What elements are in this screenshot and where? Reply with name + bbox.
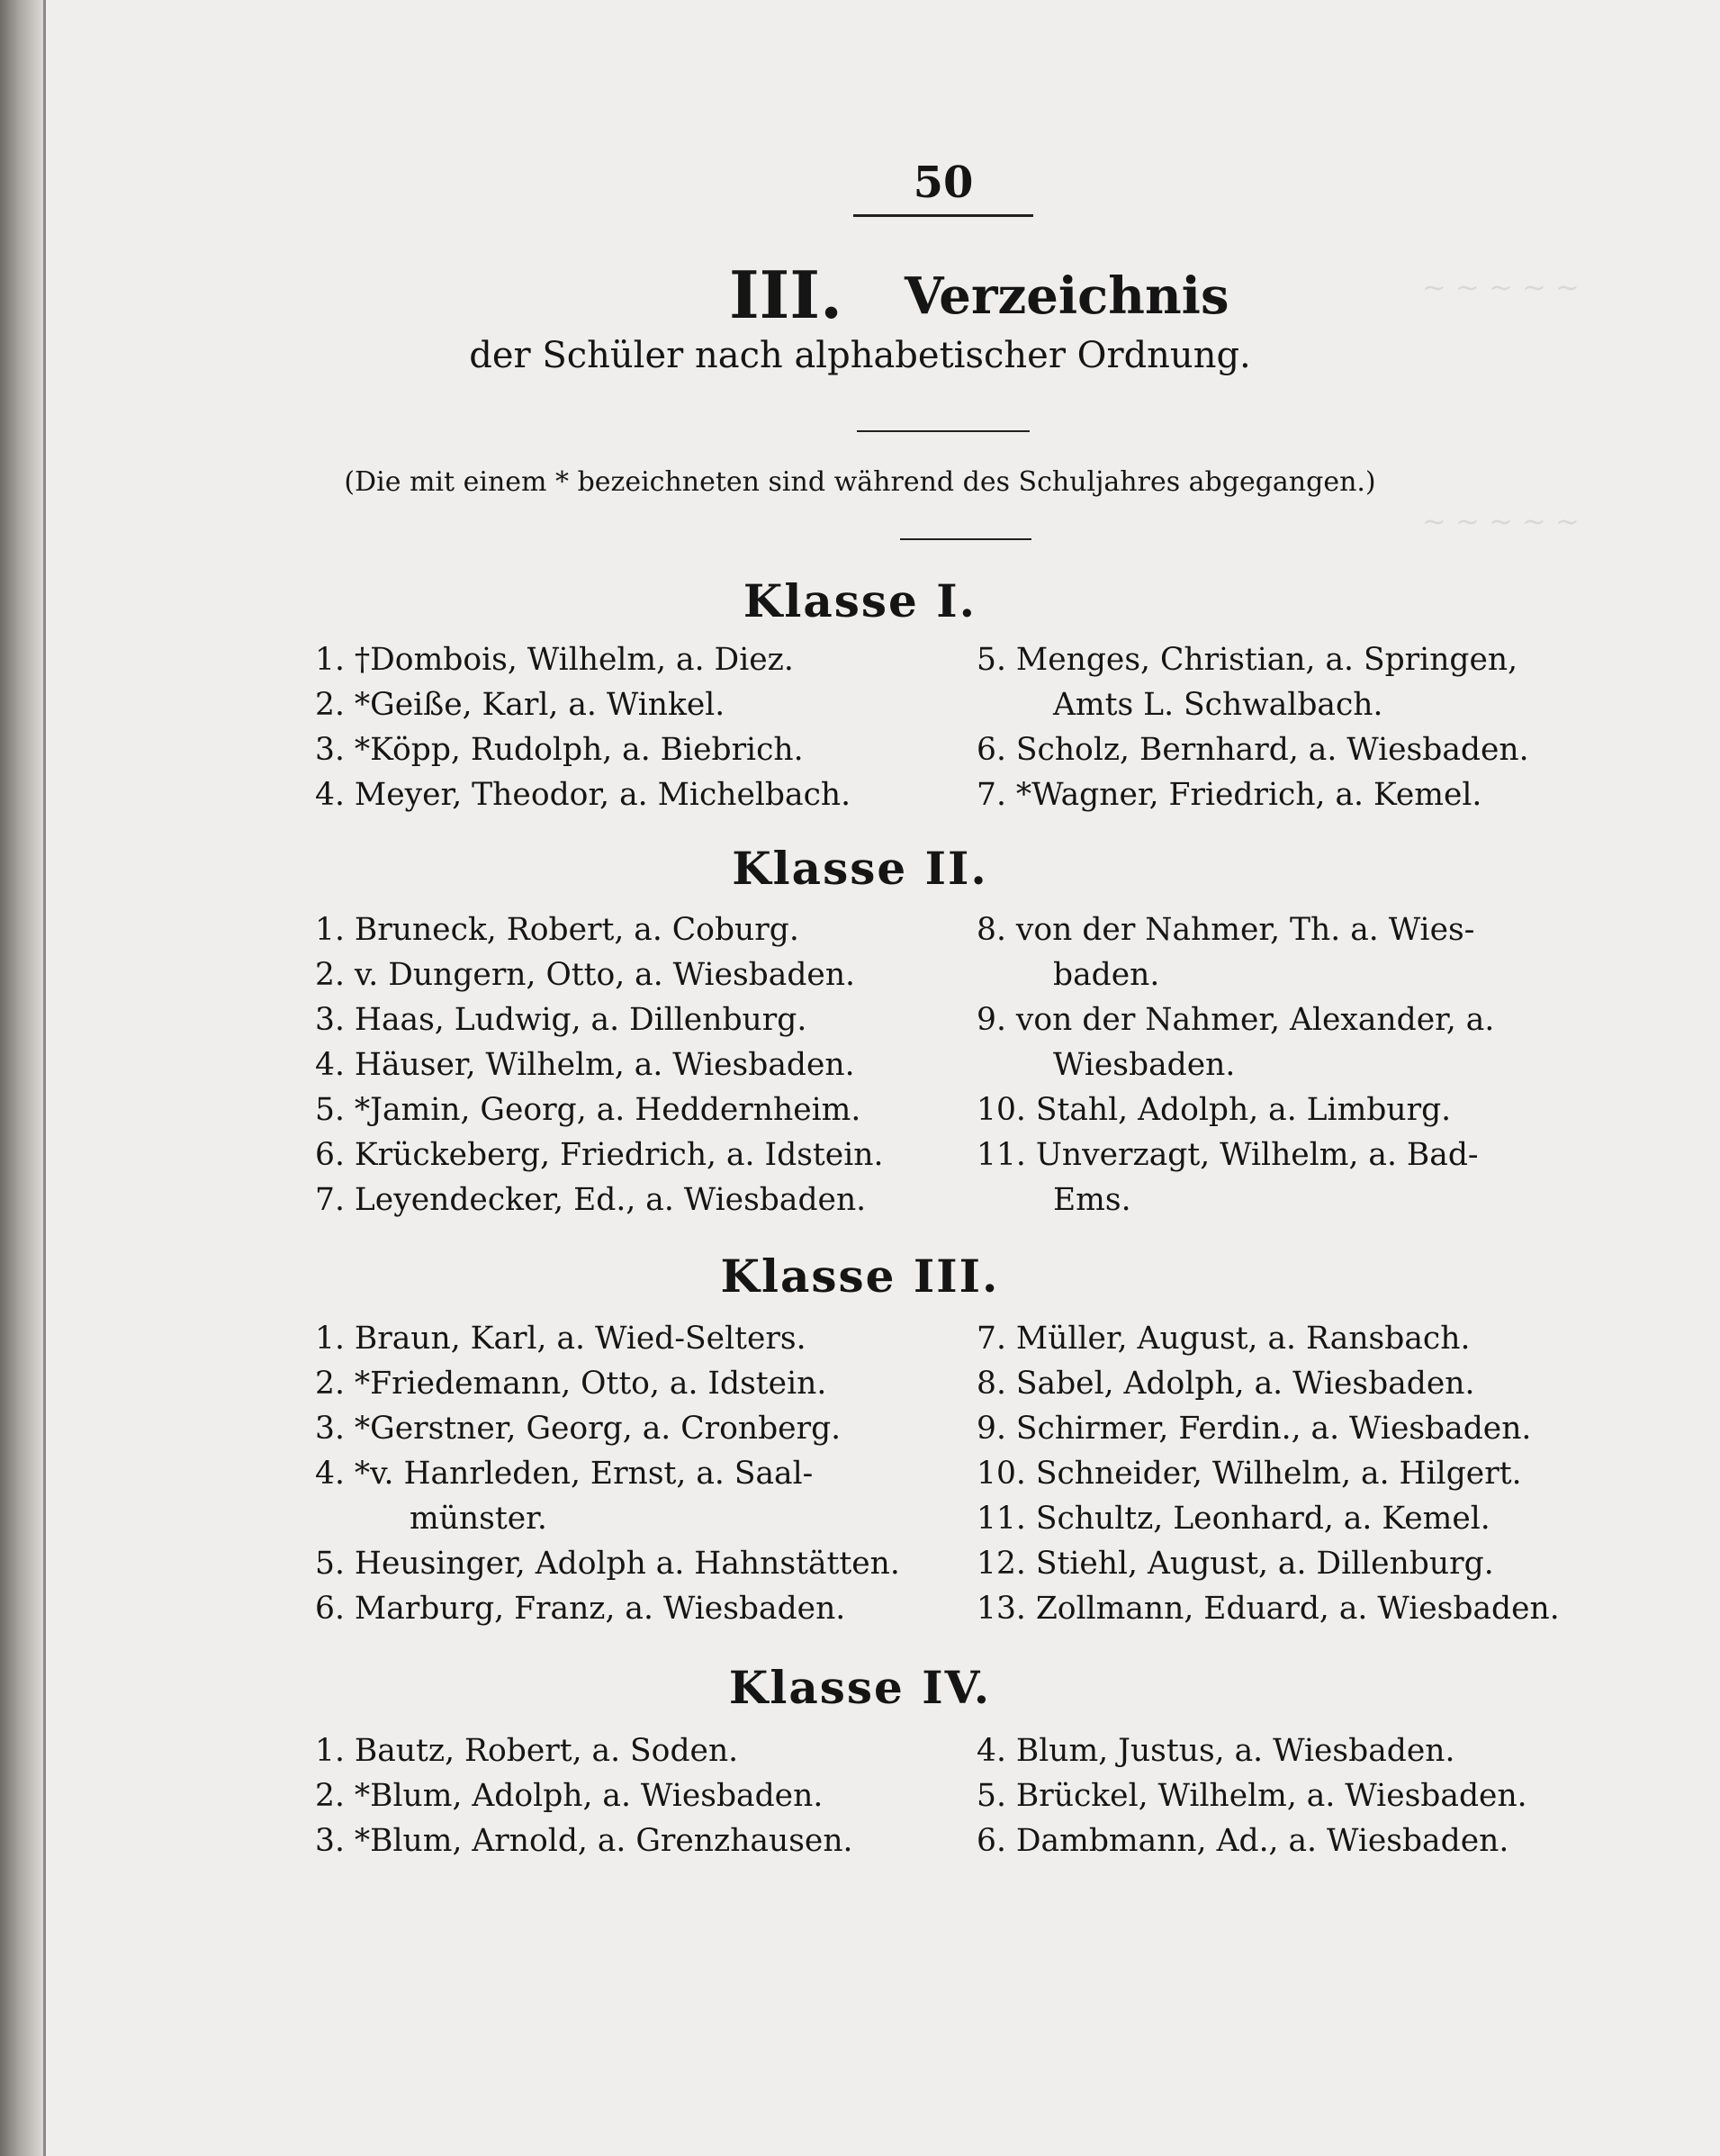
student-entry: 8. Sabel, Adolph, a. Wiesbaden.: [977, 1366, 1475, 1402]
student-entry: 10. Schneider, Wilhelm, a. Hilgert.: [977, 1456, 1522, 1492]
student-entry: 2. *Friedemann, Otto, a. Idstein.: [315, 1366, 827, 1402]
page-number-rule: [853, 214, 1033, 217]
bleed-through-text: ~ ~ ~ ~ ~: [1422, 504, 1580, 538]
student-entry-continuation: Wiesbaden.: [1053, 1047, 1236, 1083]
student-entry: 2. *Geiße, Karl, a. Winkel.: [315, 687, 725, 723]
student-entry-continuation: münster.: [410, 1501, 547, 1537]
withdrawal-note: (Die mit einem * bezeichneten sind während des Schuljahres abgegangen.): [344, 466, 1376, 498]
student-entry: 1. Bruneck, Robert, a. Coburg.: [315, 912, 799, 948]
student-entry: 6. Krückeberg, Friedrich, a. Idstein.: [315, 1137, 884, 1173]
student-entry: 3. *Blum, Arnold, a. Grenzhausen.: [315, 1823, 853, 1859]
class-heading: Klasse I.: [743, 574, 977, 627]
student-entry: 13. Zollmann, Eduard, a. Wiesbaden.: [977, 1591, 1560, 1627]
bleed-through-text: ~ ~ ~ ~ ~: [1422, 270, 1580, 304]
page-number: 50: [913, 158, 974, 208]
student-entry: 1. †Dombois, Wilhelm, a. Diez.: [315, 642, 794, 678]
student-entry: 6. Scholz, Bernhard, a. Wiesbaden.: [977, 732, 1529, 768]
student-entry: 7. Müller, August, a. Ransbach.: [977, 1321, 1471, 1357]
student-entry: 2. v. Dungern, Otto, a. Wiesbaden.: [315, 957, 856, 993]
student-entry: 4. Blum, Justus, a. Wiesbaden.: [977, 1733, 1455, 1769]
student-entry: 3. *Köpp, Rudolph, a. Biebrich.: [315, 732, 804, 768]
student-entry: 4. Meyer, Theodor, a. Michelbach.: [315, 777, 851, 813]
student-entry: 3. *Gerstner, Georg, a. Cronberg.: [315, 1411, 842, 1447]
student-entry: 7. *Wagner, Friedrich, a. Kemel.: [977, 777, 1482, 813]
student-entry: 12. Stiehl, August, a. Dillenburg.: [977, 1546, 1494, 1582]
section-number: III.: [729, 257, 843, 333]
student-entry-continuation: Ems.: [1053, 1182, 1131, 1218]
student-entry: 11. Unverzagt, Wilhelm, a. Bad-: [977, 1137, 1479, 1173]
student-entry: 4. Häuser, Wilhelm, a. Wiesbaden.: [315, 1047, 855, 1083]
student-entry: 7. Leyendecker, Ed., a. Wiesbaden.: [315, 1182, 867, 1218]
book-gutter: [0, 0, 43, 2156]
heading-rule: [857, 430, 1030, 432]
student-entry: 11. Schultz, Leonhard, a. Kemel.: [977, 1501, 1490, 1537]
student-entry: 8. von der Nahmer, Th. a. Wies-: [977, 912, 1475, 948]
student-entry: 1. Bautz, Robert, a. Soden.: [315, 1733, 739, 1769]
student-entry: 5. Brückel, Wilhelm, a. Wiesbaden.: [977, 1778, 1527, 1814]
student-entry: 9. von der Nahmer, Alexander, a.: [977, 1002, 1495, 1038]
student-entry-continuation: Amts L. Schwalbach.: [1053, 687, 1383, 723]
page-title: Verzeichnis: [905, 266, 1229, 326]
student-entry: 9. Schirmer, Ferdin., a. Wiesbaden.: [977, 1411, 1532, 1447]
student-entry: 6. Marburg, Franz, a. Wiesbaden.: [315, 1591, 846, 1627]
student-entry-continuation: baden.: [1053, 957, 1160, 993]
student-entry: 10. Stahl, Adolph, a. Limburg.: [977, 1092, 1452, 1128]
student-entry: 5. Menges, Christian, a. Springen,: [977, 642, 1518, 678]
class-heading: Klasse IV.: [728, 1661, 992, 1714]
student-entry: 2. *Blum, Adolph, a. Wiesbaden.: [315, 1778, 824, 1814]
student-entry: 4. *v. Hanrleden, Ernst, a. Saal-: [315, 1456, 814, 1492]
student-entry: 6. Dambmann, Ad., a. Wiesbaden.: [977, 1823, 1509, 1859]
page-subtitle: der Schüler nach alphabetischer Ordnung.: [469, 335, 1251, 376]
note-rule: [900, 538, 1031, 540]
student-entry: 5. *Jamin, Georg, a. Heddernheim.: [315, 1092, 861, 1128]
class-heading: Klasse II.: [732, 842, 988, 895]
student-entry: 1. Braun, Karl, a. Wied-Selters.: [315, 1321, 806, 1357]
student-entry: 5. Heusinger, Adolph a. Hahnstätten.: [315, 1546, 900, 1582]
class-heading: Klasse III.: [720, 1249, 1000, 1303]
gutter-edge: [43, 0, 46, 2156]
student-entry: 3. Haas, Ludwig, a. Dillenburg.: [315, 1002, 807, 1038]
